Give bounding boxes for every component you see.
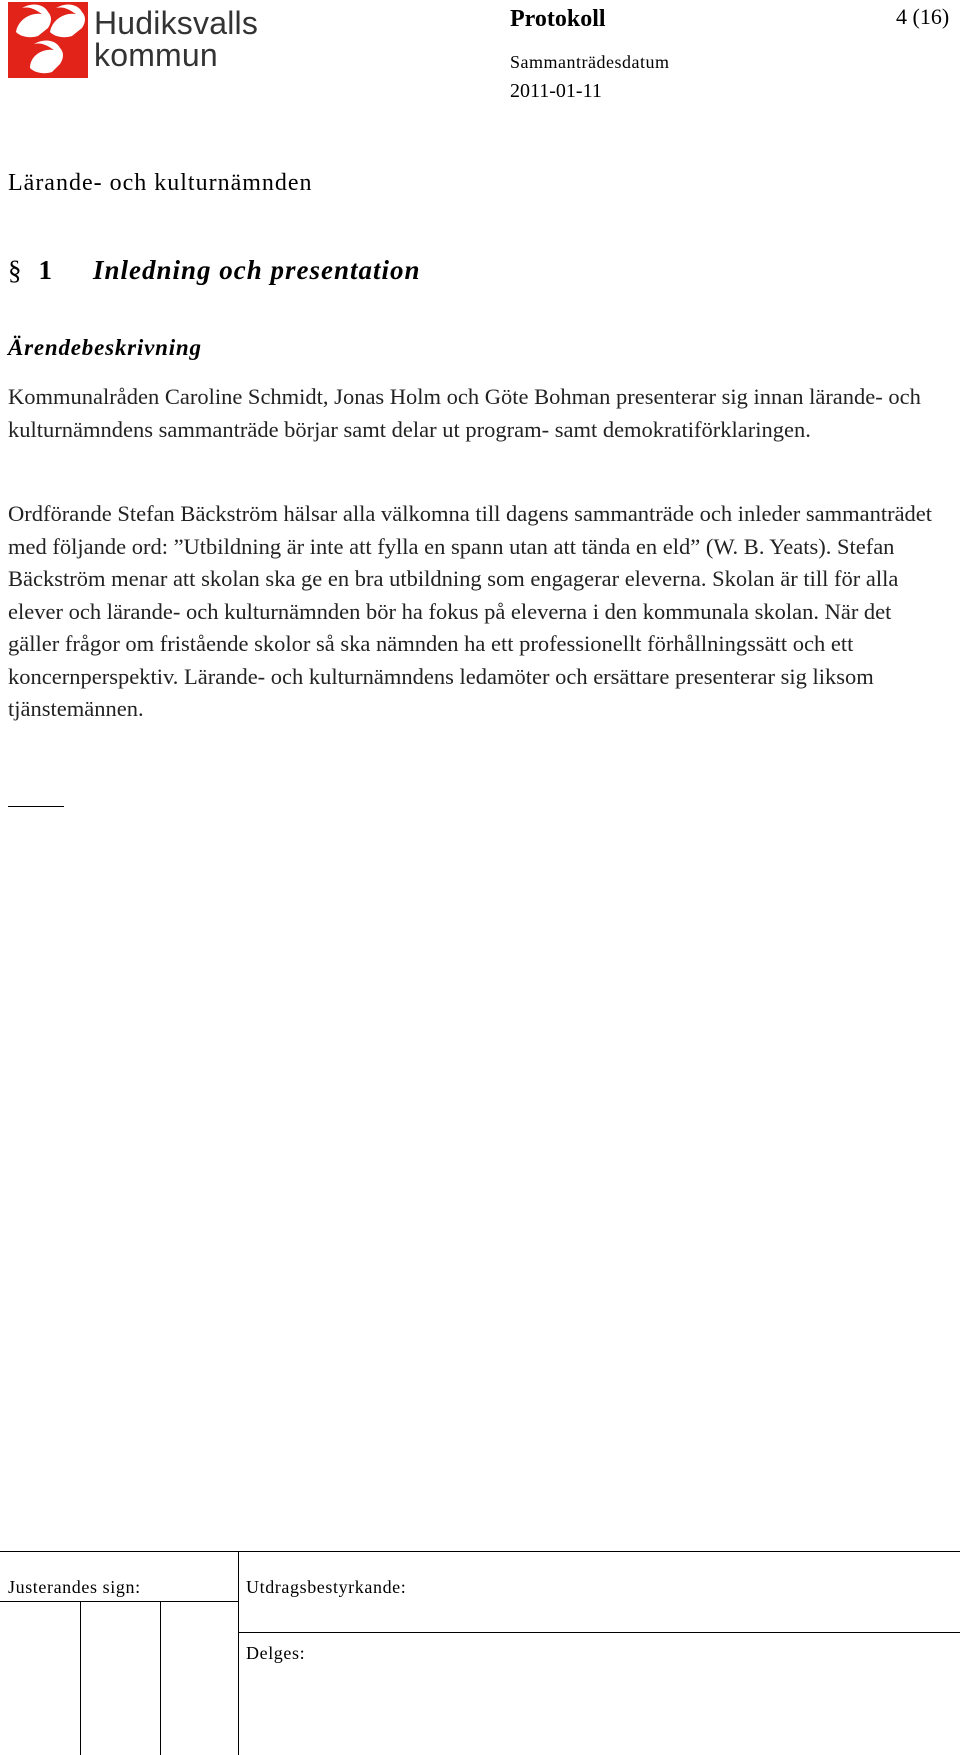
separator-line xyxy=(8,806,64,807)
sign-label: Justerandes sign: xyxy=(8,1577,141,1597)
section-symbol: § xyxy=(8,255,23,285)
extract-label: Utdragsbestyrkande: xyxy=(246,1577,407,1597)
section-title: Inledning och presentation xyxy=(93,255,421,285)
footer-divider xyxy=(238,1551,239,1755)
paragraph: Kommunalråden Caroline Schmidt, Jonas Holm och Göte Bohman presenterar sig innan lärande- och kulturnämndens sammanträde börjar samt delar ut program- samt demokratiförklaringen. xyxy=(8,384,921,442)
meeting-date: 2011-01-11 xyxy=(510,80,602,102)
sign-box-divider xyxy=(80,1601,81,1755)
sign-box-divider xyxy=(160,1601,161,1755)
footer-top-rule xyxy=(0,1551,960,1552)
page-number: 4 (16) xyxy=(896,4,950,29)
document-type: Protokoll xyxy=(510,6,606,32)
extract-box-rule xyxy=(238,1632,960,1633)
section-number: 1 xyxy=(38,255,53,285)
sent-to-label: Delges: xyxy=(246,1643,306,1663)
logo-text-line1: Hudiksvalls xyxy=(94,5,259,41)
paragraph: Ordförande Stefan Bäckström hälsar alla välkomna till dagens sammanträde och inleder sammanträdet med följande ord: ”Utbildning är inte att fylla en spann utan att tända en eld” (W. B. Yeats). Stefan Bäckström menar att skolan ska ge en bra utbildning som engagerar eleverna. Skolan är till för alla elever och lärande- och kulturnämnden bör ha fokus på eleverna i den kommunala skolan. När det gäller frågor om fristående skolor så ska nämnden ha ett professionellt förhållningssätt och ett koncernperspektiv. Lärande- och kulturnämndens ledamöter och ersättare presenterar sig liksom tjänstemännen. xyxy=(8,501,933,721)
case-description-heading: Ärendebeskrivning xyxy=(8,335,202,360)
logo-text-line2: kommun xyxy=(94,37,218,73)
municipality-logo xyxy=(8,2,259,78)
department-name: Lärande- och kulturnämnden xyxy=(8,170,313,196)
goat-heads-logo-icon xyxy=(8,2,88,78)
sign-box-rule xyxy=(0,1601,238,1602)
meeting-date-label: Sammanträdesdatum xyxy=(510,52,670,72)
section-heading xyxy=(8,255,421,286)
